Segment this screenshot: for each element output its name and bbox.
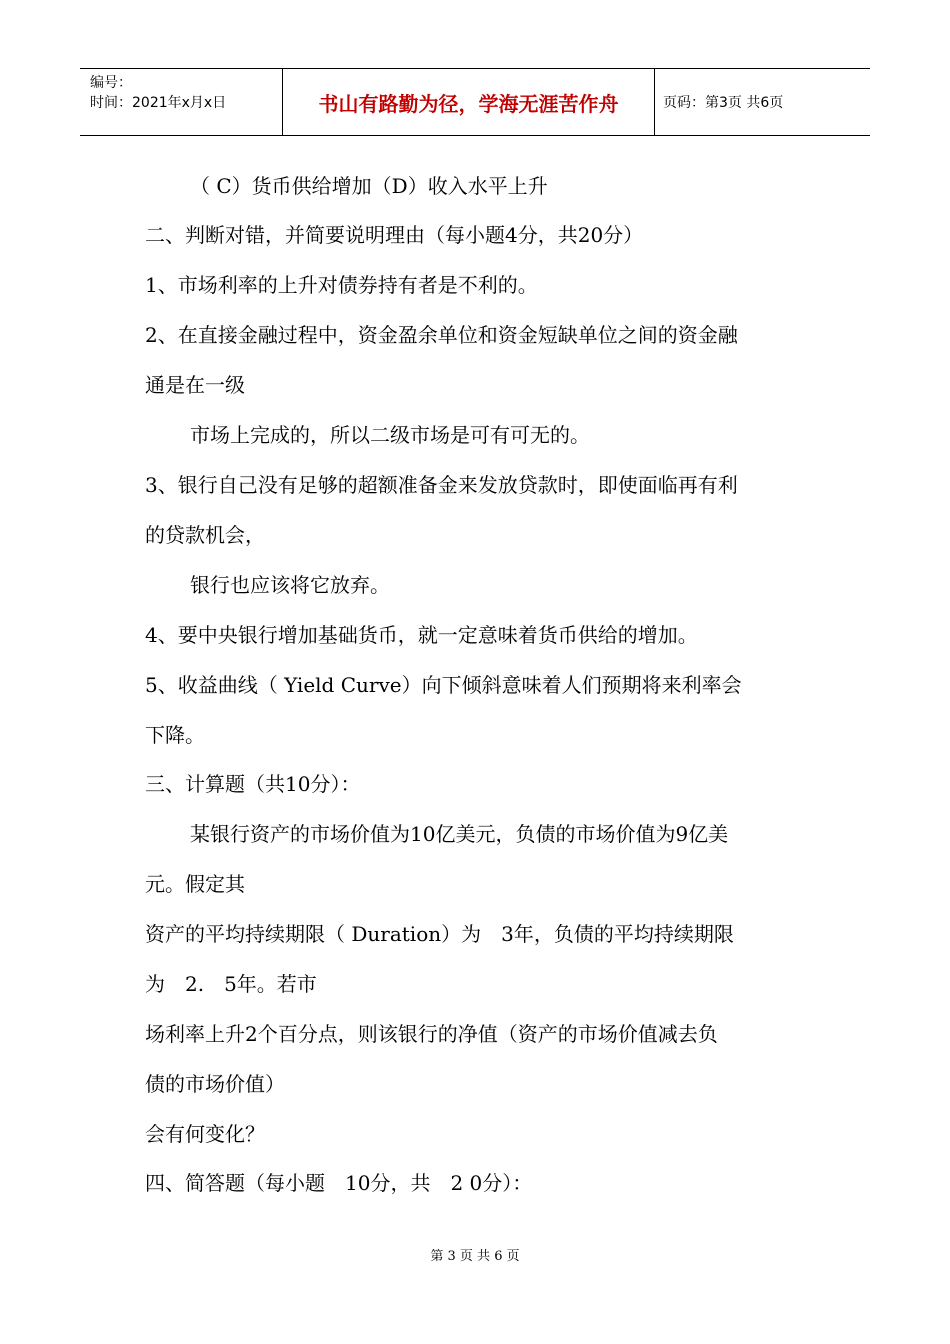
text-line: 元。假定其 — [145, 872, 245, 896]
text-line: 银行也应该将它放弃。 — [190, 573, 390, 597]
text-line: 债的市场价值） — [145, 1072, 285, 1096]
header-motto: 书山有路勤为径，学海无涯苦作舟 — [283, 69, 655, 135]
text-line: 5、收益曲线（ Yield Curve）向下倾斜意味着人们预期将来利率会 — [145, 673, 742, 697]
text-line: 资产的平均持续期限（ Duration）为 3年，负债的平均持续期限 — [145, 922, 734, 946]
text-line: 下降。 — [145, 723, 205, 747]
text-line: 2、在直接金融过程中，资金盈余单位和资金短缺单位之间的资金融 — [145, 323, 738, 347]
text-line: 场利率上升2个百分点，则该银行的净值（资产的市场价值减去负 — [145, 1022, 718, 1046]
text-line: 为 2. 5年。若市 — [145, 972, 317, 996]
header-meta — [80, 69, 283, 135]
text-line: 市场上完成的，所以二级市场是可有可无的。 — [190, 423, 590, 447]
page-header — [80, 68, 870, 136]
text-line: 某银行资产的市场价值为10亿美元，负债的市场价值为9亿美 — [190, 822, 729, 846]
section-heading: 三、计算题（共10分）： — [145, 772, 361, 796]
document-number-label: 编号： — [90, 75, 132, 91]
text-line: 4、要中央银行增加基础货币，就一定意味着货币供给的增加。 — [145, 623, 698, 647]
section-heading: 四、简答题（每小题 10分，共 2 0分）： — [145, 1171, 533, 1195]
text-line: 会有何变化？ — [145, 1122, 265, 1146]
text-line: 1、市场利率的上升对债券持有者是不利的。 — [145, 273, 538, 297]
document-time-label: 时间：2021年x月x日 — [90, 95, 227, 111]
page-footer: 第 3 页 共 6 页 — [430, 1249, 520, 1264]
text-line: 的贷款机会， — [145, 523, 265, 547]
text-line: （ C）货币供给增加（D）收入水平上升 — [190, 174, 548, 198]
text-line: 通是在一级 — [145, 373, 245, 397]
section-heading: 二、判断对错，并简要说明理由（每小题4分，共20分） — [145, 223, 644, 247]
text-line: 3、银行自己没有足够的超额准备金来发放贷款时，即使面临再有利 — [145, 473, 738, 497]
header-page-info: 页码：第3页 共6页 — [663, 95, 784, 111]
